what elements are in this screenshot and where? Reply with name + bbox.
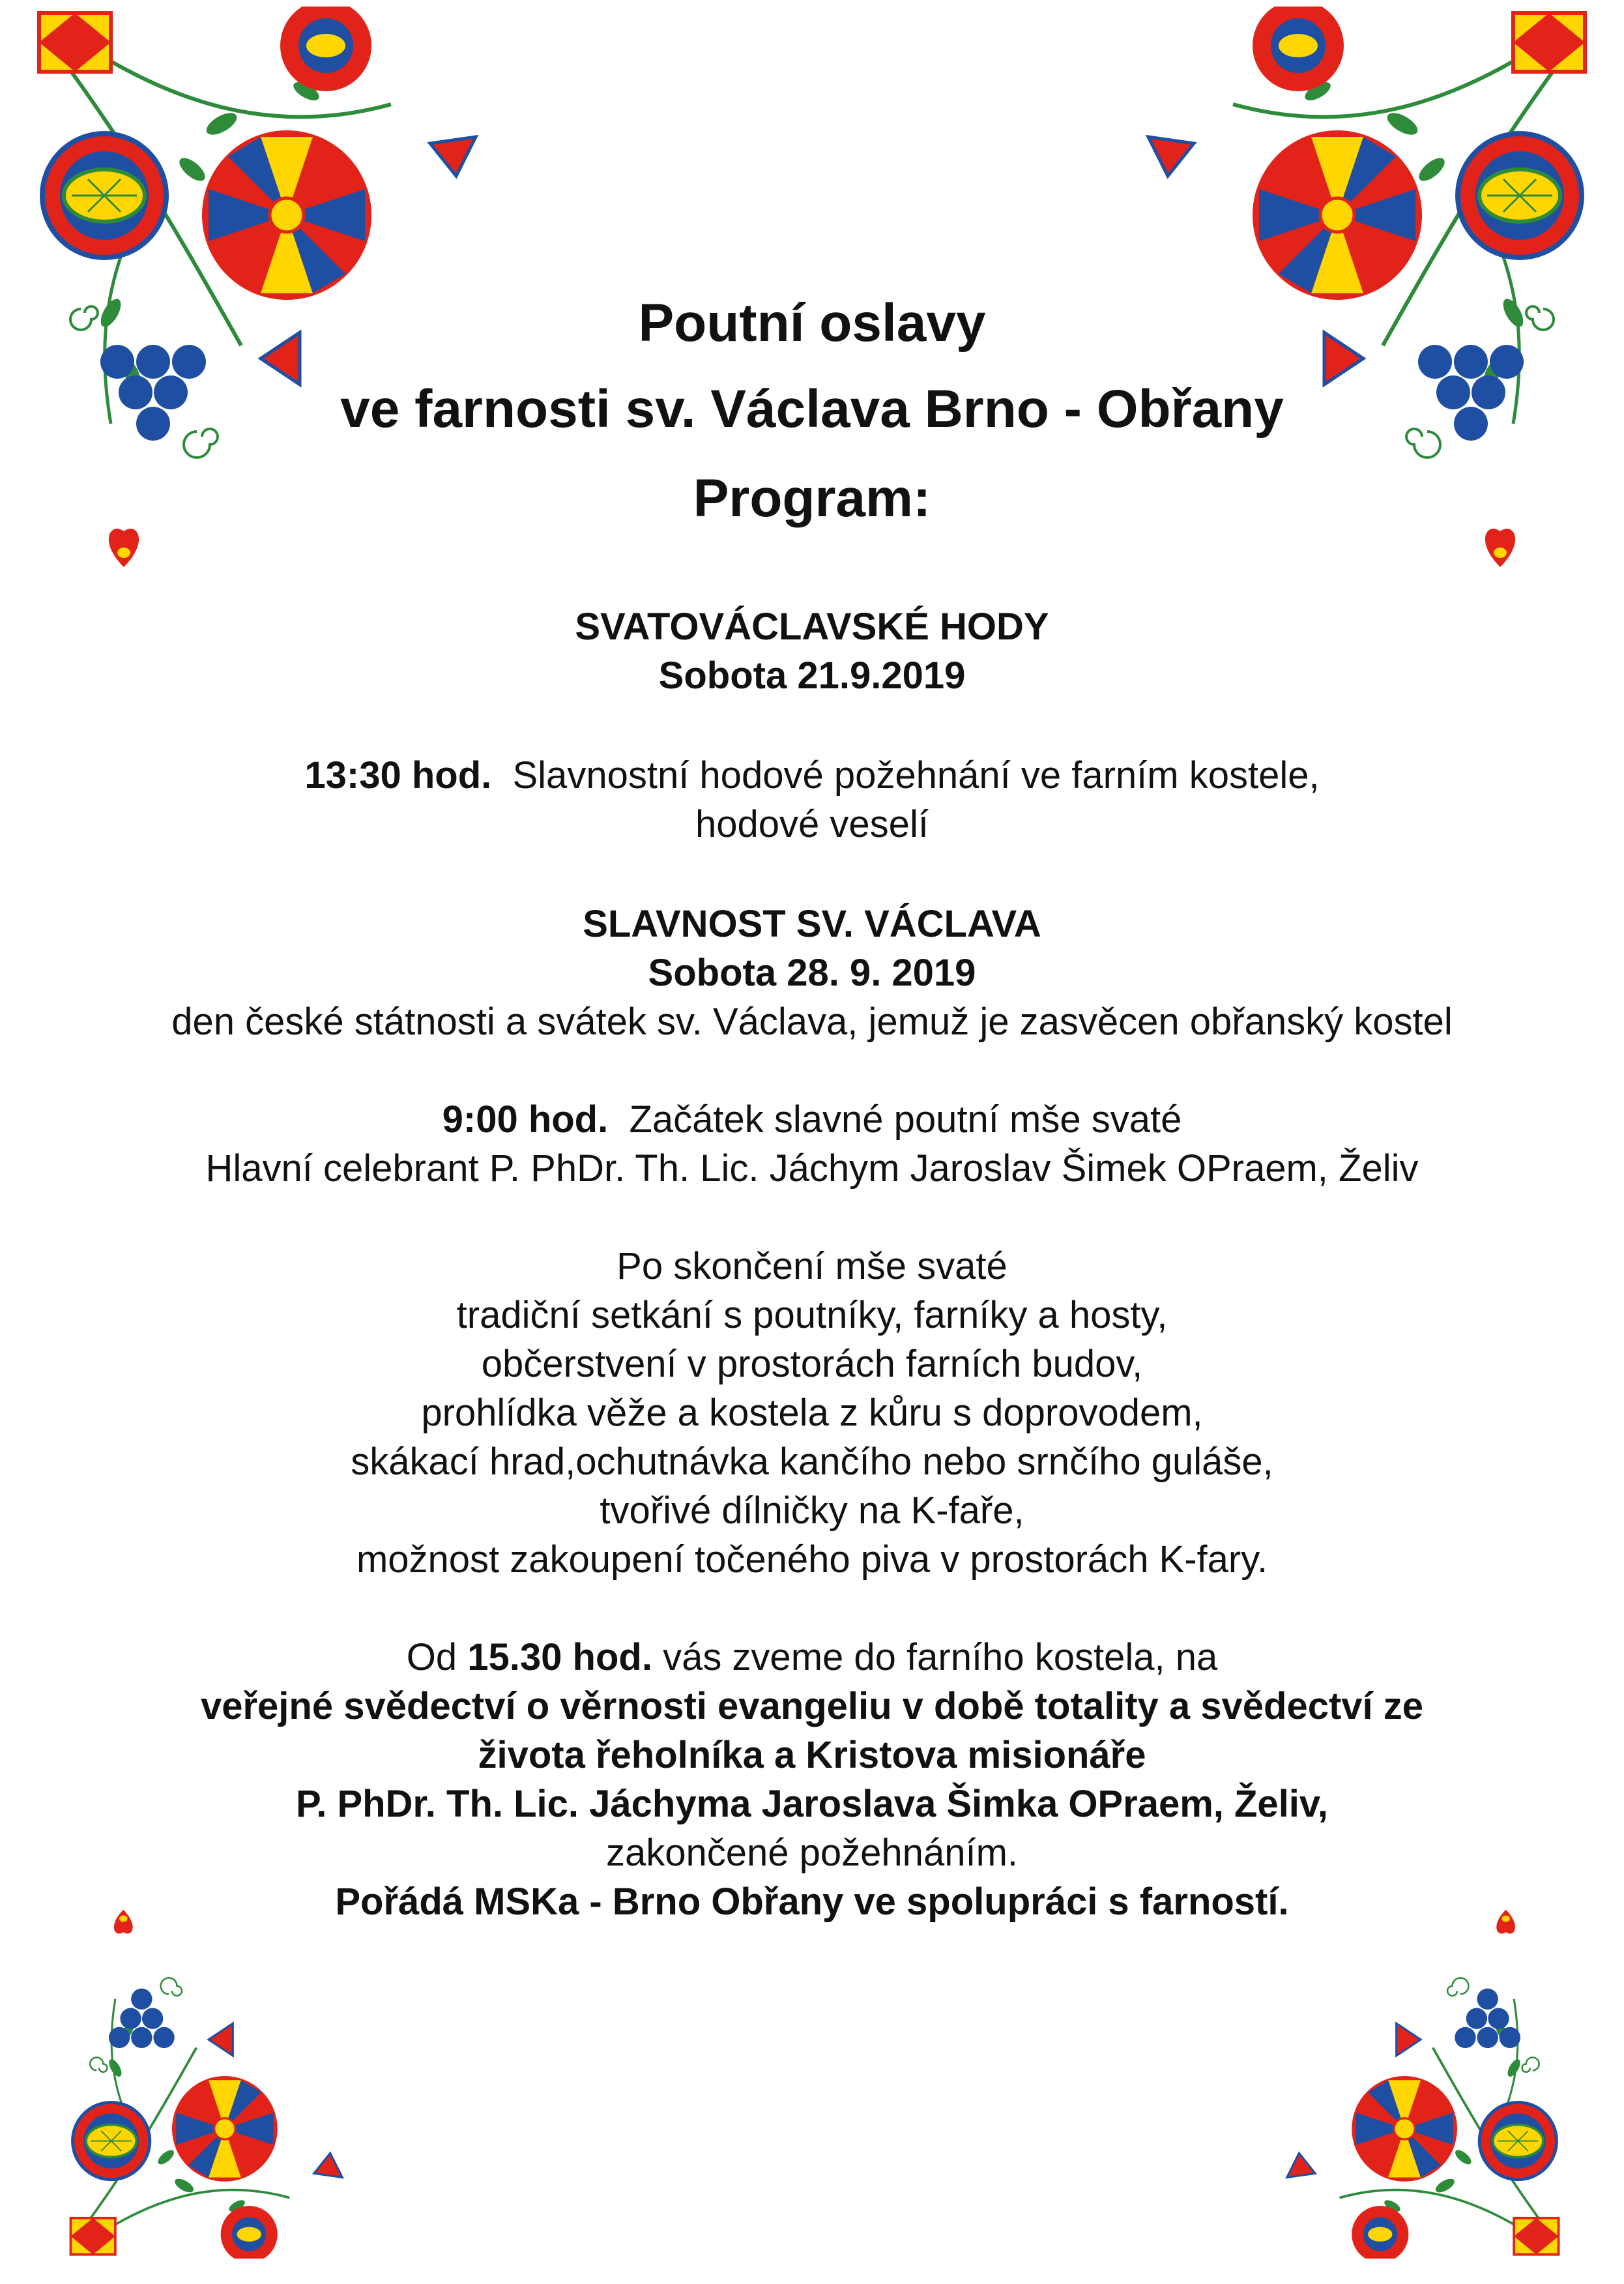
organizer-line: Pořádá MSKa - Brno Obřany ve spolupráci s farností. — [335, 1881, 1289, 1923]
after-mass-item: tvořivé dílničky na K-faře, — [600, 1489, 1024, 1532]
invite-prefix: Od — [406, 1636, 457, 1678]
folk-ornament-bottom-left — [33, 1894, 384, 2259]
slavnost-description: den české státnosti a svátek sv. Václava, jemuž je zasvěcen obřanský kostel — [171, 1001, 1453, 1043]
title-line-3: Program: — [693, 469, 931, 528]
after-mass-item: tradiční setkání s poutníky, farníky a hosty, — [456, 1294, 1168, 1336]
hody-line-2: hodové veselí — [695, 803, 929, 845]
slavnost-heading: SLAVNOST SV. VÁCLAVA — [583, 903, 1041, 945]
folk-ornament-bottom-right — [1245, 1894, 1597, 2259]
testimony-line-2: života řeholníka a Kristova misionáře — [478, 1734, 1146, 1776]
celebrant-line: Hlavní celebrant P. PhDr. Th. Lic. Jáchym Jaroslav Šimek OPraem, Želiv — [205, 1147, 1419, 1190]
hody-time: 13:30 hod. — [304, 754, 492, 797]
invite-time: 15.30 hod. — [467, 1636, 652, 1678]
closing-line: zakončené požehnáním. — [606, 1832, 1018, 1874]
mass-text: Začátek slavné poutní mše svaté — [629, 1098, 1182, 1141]
after-mass-item: občerstvení v prostorách farních budov, — [481, 1343, 1143, 1385]
testimony-speaker: P. PhDr. Th. Lic. Jáchyma Jaroslava Šimka OPraem, Želiv, — [296, 1783, 1328, 1825]
invite-line — [0, 1633, 1624, 1682]
after-mass-item: možnost zakoupení točeného piva v prostorách K-fary. — [356, 1538, 1268, 1581]
hody-heading: SVATOVÁCLAVSKÉ HODY — [575, 606, 1049, 648]
after-mass-list — [0, 1242, 1624, 1584]
mass-time: 9:00 hod. — [442, 1098, 609, 1141]
testimony-line-1: veřejné svědectví o věrnosti evangeliu v době totality a svědectví ze — [200, 1685, 1424, 1727]
hody-text: Slavnostní hodové požehnání ve farním kostele, — [512, 754, 1320, 797]
title-line-1: Poutní oslavy — [638, 293, 986, 353]
slavnost-date: Sobota 28. 9. 2019 — [648, 952, 976, 994]
invite-suffix: vás zveme do farního kostela, na — [663, 1636, 1218, 1678]
after-mass-item: skákací hrad,ochutnávka kančího nebo srnčího guláše, — [351, 1441, 1273, 1483]
title-line-2: ve farnosti sv. Václava Brno - Obřany — [340, 379, 1284, 439]
hody-line-1 — [0, 751, 1624, 800]
hody-date: Sobota 21.9.2019 — [658, 654, 966, 697]
mass-line — [0, 1095, 1624, 1144]
after-mass-item: prohlídka věže a kostela z kůru s doprovodem, — [421, 1392, 1203, 1434]
after-mass-item: Po skončení mše svaté — [616, 1245, 1008, 1287]
